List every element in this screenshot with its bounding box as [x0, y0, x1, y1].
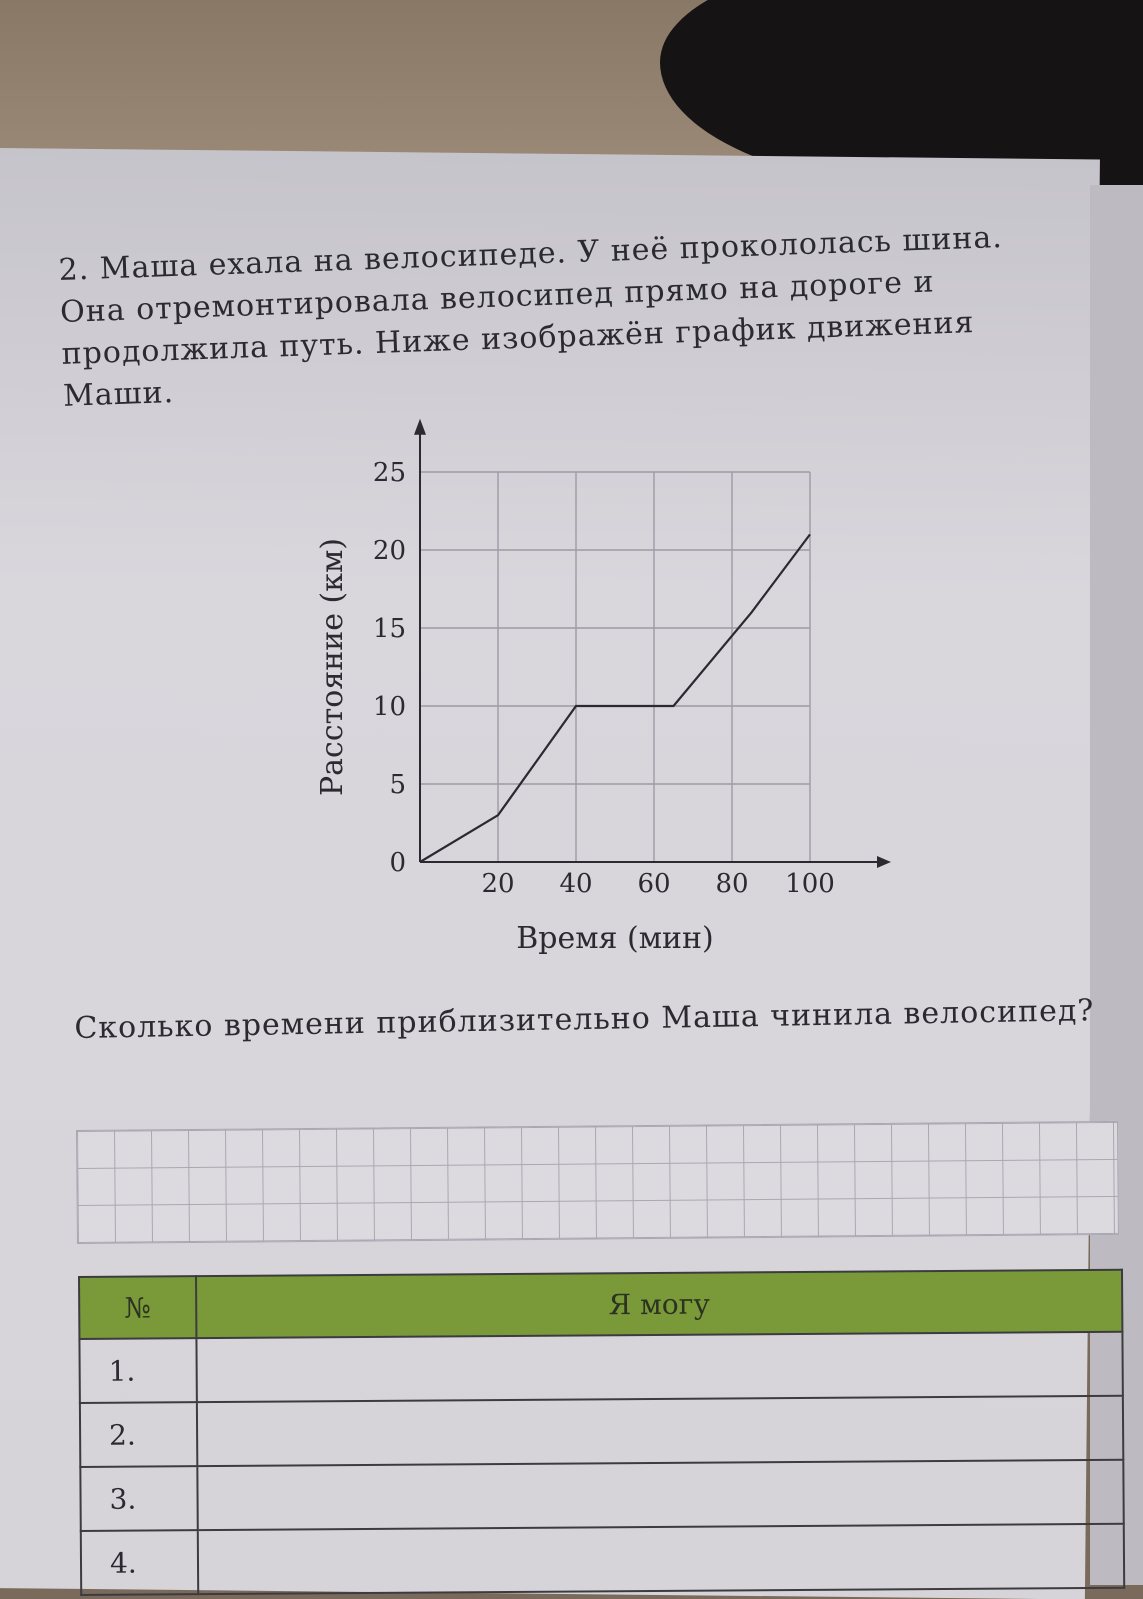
x-tick-label: 100: [785, 869, 835, 899]
series-line: [420, 534, 810, 862]
answer-grid[interactable]: [76, 1121, 1119, 1244]
problem-text: 2. Маша ехала на велосипеде. У неё прокололась шина. Она отремонтировала велосипед прямо на дороге и продолжила путь. Ниже изображён график движения Маши.: [58, 220, 1004, 414]
x-tick-label: 40: [559, 869, 593, 899]
table-row: [79, 1332, 1122, 1403]
table-row: [81, 1524, 1124, 1595]
row-number: 4.: [81, 1530, 198, 1595]
row-number: 1.: [79, 1338, 196, 1403]
skill-cell[interactable]: [196, 1332, 1122, 1402]
row-number: 2.: [80, 1402, 197, 1467]
x-axis-arrow: [877, 856, 891, 868]
skill-cell[interactable]: [198, 1524, 1124, 1594]
table-row: [80, 1396, 1123, 1467]
y-axis-arrow: [414, 419, 426, 435]
skill-cell[interactable]: [197, 1396, 1123, 1466]
row-number: 3.: [80, 1466, 197, 1531]
y-tick-label: 15: [372, 614, 406, 644]
y-tick-label: 0: [389, 848, 406, 878]
skill-cell[interactable]: [197, 1460, 1123, 1530]
column-number-header: №: [79, 1276, 196, 1339]
x-tick-label: 60: [637, 869, 671, 899]
x-tick-label: 20: [481, 869, 515, 899]
question-text: Сколько времени приблизительно Маша чинила велосипед?: [74, 993, 1095, 1046]
x-tick-label: 80: [715, 869, 749, 899]
y-tick-label: 25: [372, 458, 406, 488]
skills-table: [78, 1269, 1125, 1596]
y-tick-label: 10: [372, 692, 406, 722]
y-tick-label: 5: [389, 770, 406, 800]
y-axis-label: Расстояние (км): [315, 537, 350, 797]
y-tick-label: 20: [372, 536, 406, 566]
table-row: [80, 1460, 1123, 1531]
column-skill-header: Я могу: [196, 1270, 1122, 1338]
x-axis-label: Время (мин): [516, 921, 714, 956]
